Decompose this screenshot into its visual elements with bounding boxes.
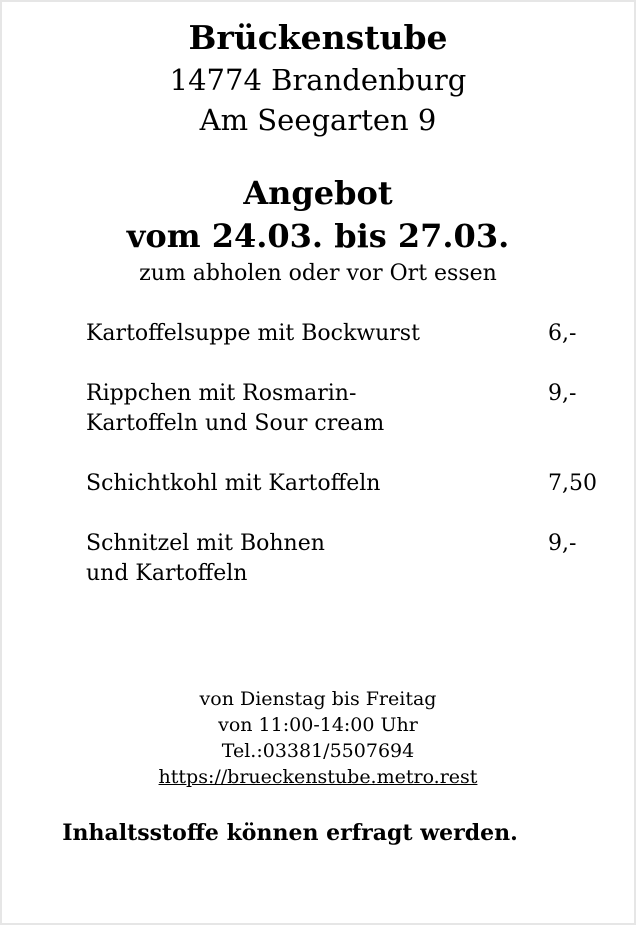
menu-item-price: 6,- (548, 321, 577, 346)
menu-item-price: 9,- (548, 381, 577, 406)
address-street: Am Seegarten 9 (199, 103, 437, 137)
menu-item-name-line1: Rippchen mit Rosmarin- (86, 381, 357, 406)
menu-item-name-line1: Schichtkohl mit Kartoffeln (86, 471, 381, 496)
restaurant-name: Brückenstube (188, 18, 448, 57)
address-city: 14774 Brandenburg (169, 63, 467, 97)
opening-days: von Dienstag bis Freitag (199, 688, 437, 710)
menu-item-name (86, 319, 506, 349)
offer-subtitle: zum abholen oder vor Ort essen (139, 261, 497, 286)
ingredients-notice: Inhaltsstoffe können erfragt werden. (62, 820, 518, 846)
menu-item-name-line2: und Kartoffeln (86, 561, 248, 586)
opening-hours: von 11:00-14:00 Uhr (218, 714, 418, 736)
website-link[interactable]: https://brueckenstube.metro.rest (158, 766, 478, 788)
offer-heading: Angebot (243, 174, 393, 212)
menu-item-price: 9,- (548, 531, 577, 556)
menu-item-name-line1: Schnitzel mit Bohnen (86, 531, 325, 556)
menu-item (86, 319, 606, 349)
menu-item-name (86, 469, 506, 499)
menu-item (86, 379, 606, 439)
website-line (0, 764, 636, 790)
menu-item-name (86, 529, 506, 589)
menu-item-name-line2: Kartoffeln und Sour cream (86, 411, 385, 436)
phone-number: Tel.:03381/5507694 (221, 740, 415, 762)
offer-date-range: vom 24.03. bis 27.03. (126, 217, 510, 255)
menu-item (86, 469, 606, 499)
menu-item-name (86, 379, 506, 439)
menu-item (86, 529, 606, 589)
menu-item-price: 7,50 (548, 471, 597, 496)
menu-item-name-line1: Kartoffelsuppe mit Bockwurst (86, 321, 420, 346)
